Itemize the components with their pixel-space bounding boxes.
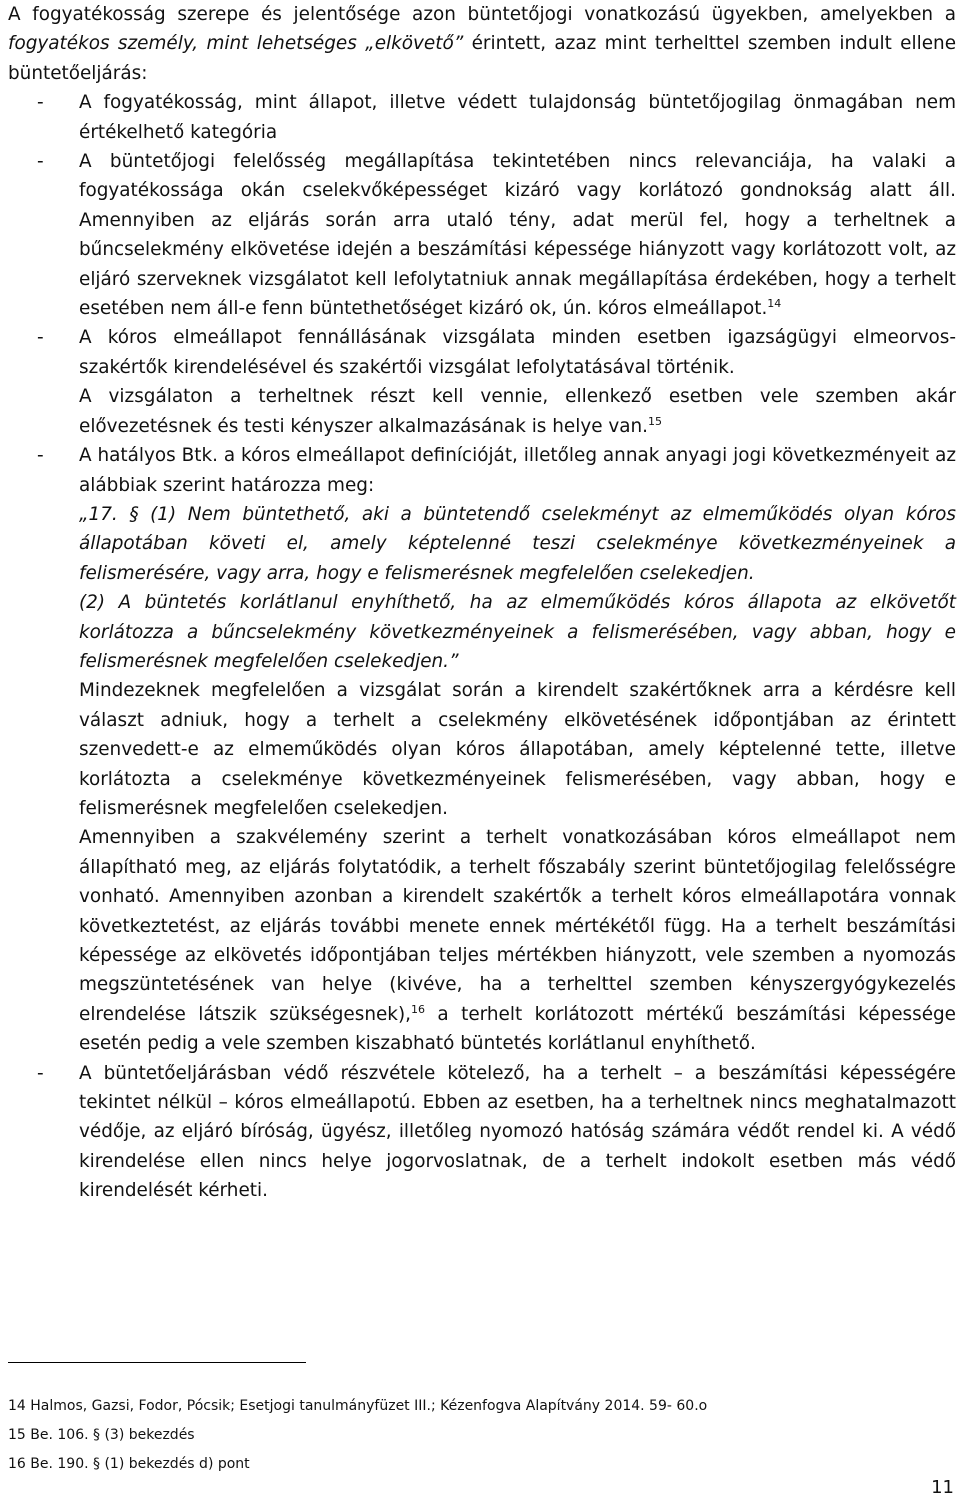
footnote-15: 15 Be. 106. § (3) bekezdés (8, 1426, 195, 1443)
list-item (8, 441, 956, 500)
intro-italic-phrase: fogyatékos személy, mint lehetséges „elkövető” (8, 33, 464, 55)
footnote-ref-15: 15 (648, 414, 663, 428)
list-item-text: A büntetőjogi felelősség megállapítása tekintetében nincs relevanciája, ha valaki a fogyatékossága okán cselekvőképességet kizáró vagy korlátozó gondnokság alatt áll. Amennyiben az eljárás során arra utaló tény, adat merül fel, hogy a terheltnek a bűncselekmény elkövetése idején a beszámítási képessége hiányzott vagy korlátozott volt, az eljáró szerveknek vizsgálatot kell lefolytatniuk annak megállapítása érdekében, hogy a terhelt esetében nem áll-e fenn büntethetőséget kizáró ok, ún. kóros elmeállapot. (79, 151, 956, 320)
list-item (8, 1059, 956, 1206)
list-item-text: A fogyatékosság, mint állapot, illetve védett tulajdonság büntetőjogilag önmagában nem értékelhető kategória (79, 92, 956, 143)
document-body (8, 0, 956, 1206)
intro-text-start: A fogyatékosság szerepe és jelentősége azon büntetőjogi vonatkozású ügyekben, amelyekben a (8, 4, 956, 25)
list-item-text: A hatályos Btk. a kóros elmeállapot definícióját, illetőleg annak anyagi jogi következményeit az alábbiak szerint határozza meg: (79, 445, 956, 496)
list-dash: - (37, 327, 44, 349)
list-item (8, 323, 956, 382)
explanation-paragraph: Mindezeknek megfelelően a vizsgálat során a kirendelt szakértőknek arra a kérdésre kell választ adniuk, hogy a terhelt a cselekmény elkövetésének időpontjában az érintett szenvedett-e az elmeműködés olyan kóros állapotában, amely képtelenné tette, illetve korlátozta a cselekménye következményeinek felismerésében, vagy abban, hogy e felismerésnek megfelelően cselekedjen. (79, 680, 956, 819)
intro-text-end: érintett, azaz mint terhelttel szemben indult ellene büntetőeljárás: (8, 33, 957, 84)
list-item-continuation (8, 382, 956, 441)
footnote-ref-14: 14 (767, 297, 782, 311)
list-item-text: A kóros elmeállapot fennállásának vizsgálata minden esetben igazságügyi elmeorvos-szakértők kirendelésével és szakértői vizsgálat lefolytatásával történik. (79, 327, 956, 378)
list-dash: - (37, 1062, 44, 1084)
consequence-text-start: Amennyiben a szakvélemény szerint a terhelt vonatkozásában kóros elmeállapot nem állapítható meg, az eljárás folytatódik, a terhelt főszabály szerint büntetőjogilag felelősségre vonható. Amennyiben azonban a kirendelt szakértők a terhelt kóros elmeállapotára vonnak következtetést, az eljárás további menete ennek mértékétől függ. Ha a terhelt beszámítási képessége az elkövetés időpontjában teljes mértékben hiányzott, vele szemben a nyomozás megszüntetésének van helye (kivéve, ha a terhelttel szemben kényszergyógykezelés elrendelése látszik szükségesnek), (79, 827, 956, 1025)
footnotes (8, 1392, 948, 1478)
list-dash: - (37, 445, 44, 467)
list-item-text: A büntetőeljárásban védő részvétele kötelező, ha a terhelt – a beszámítási képességére tekintet nélkül – kóros elmeállapotú. Ebben az esetben, ha a terheltnek nincs meghatalmazott védője, az eljáró bíróság, ügyész, illetőleg nyomozó hatóság számára védőt rendel ki. A védő kirendelése ellen nincs helye jogorvoslatnak, de a terhelt indokolt esetben más védő kirendelését kérheti. (79, 1062, 956, 1202)
list-item (8, 147, 956, 323)
law-quote-paragraph-2: (2) A büntetés korlátlanul enyhíthető, ha az elmeműködés kóros állapota az elkövetőt korlátozza a bűncselekmény következményeinek a felismerésében, vagy abban, hogy e felismerésnek megfelelően cselekedjen.” (79, 592, 956, 672)
continuation-text: A vizsgálaton a terheltnek részt kell vennie, ellenkező esetben vele szemben akár elővezetésnek és testi kényszer alkalmazásának is helye van. (79, 386, 956, 437)
footnote-ref-16: 16 (410, 1002, 425, 1016)
consequence-paragraph (8, 823, 956, 1058)
list-dash: - (37, 92, 44, 114)
intro-paragraph (8, 0, 956, 88)
footnote-14: 14 Halmos, Gazsi, Fodor, Pócsik; Esetjogi tanulmányfüzet III.; Kézenfogva Alapítvány 2014. 59- 60.o (8, 1398, 708, 1414)
consequence-text-end: a terhelt korlátozott mértékű beszámítási képessége esetén pedig a vele szemben kiszabható büntetés korlátlanul enyhíthető. (79, 1003, 956, 1055)
law-quote-paragraph-1: „17. § (1) Nem büntethető, aki a büntetendő cselekményt az elmeműködés olyan kóros állapotában követi el, amely képtelenné teszi cselekménye következményeinek a felismerésére, vagy arra, hogy e felismerésnek megfelelően cselekedjen. (79, 503, 956, 584)
list-dash: - (37, 151, 44, 173)
footnote-separator (8, 1362, 306, 1363)
page-number: 11 (931, 1477, 954, 1498)
list-item (8, 88, 956, 147)
footnote-16: 16 Be. 190. § (1) bekezdés d) pont (8, 1455, 250, 1472)
